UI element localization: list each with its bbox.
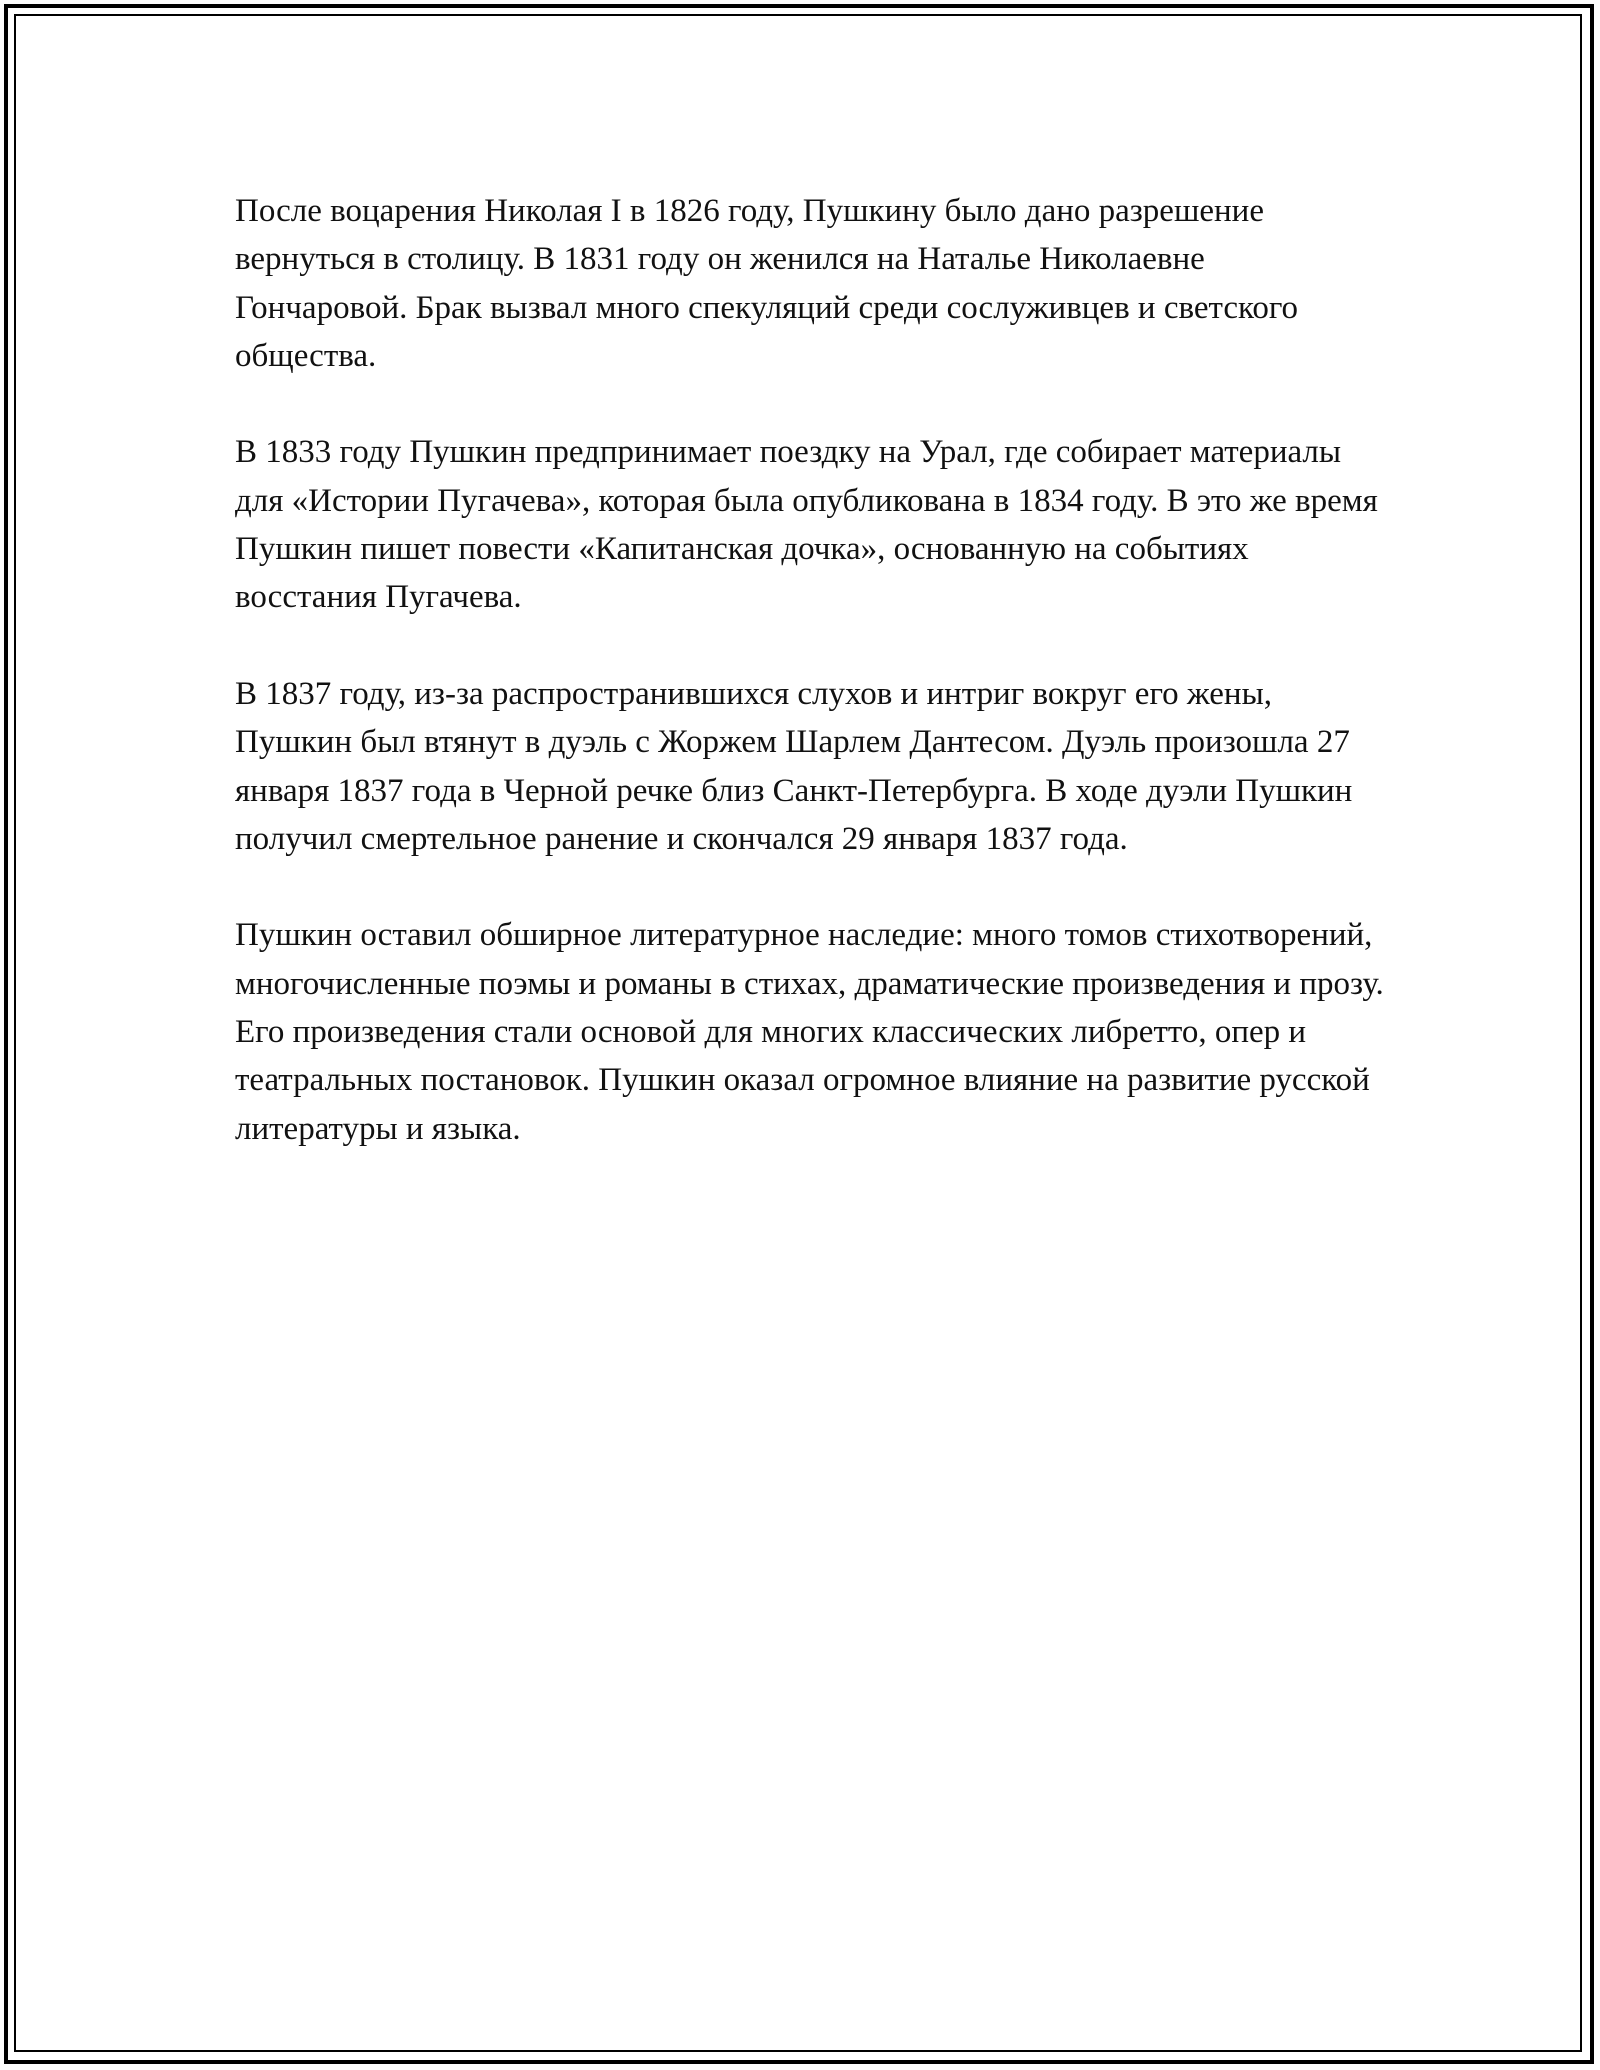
document-body	[235, 187, 1385, 1201]
paragraph-ural-trip: В 1833 году Пушкин предпринимает поездку на Урал, где собирает материалы для «Истории Пугачева», которая была опубликована в 1834 году. В это же время Пушкин пишет повести «Капитанская дочка», основанную на событиях восстания Пугачева.	[235, 434, 1378, 616]
paragraph-duel: В 1837 году, из-за распространившихся слухов и интриг вокруг его жены, Пушкин был втянут в дуэль с Жоржем Шарлем Дантесом. Дуэль произошла 27 января 1837 года в Черной речке близ Санкт-Петербурга. В ходе дуэли Пушкин получил смертельное ранение и скончался 29 января 1837 года.	[235, 675, 1353, 857]
paragraph-legacy: Пушкин оставил обширное литературное наследие: много томов стихотворений, многочисленные поэмы и романы в стихах, драматические произведения и прозу. Его произведения стали основой для многих классических либретто, опер и театральных постановок. Пушкин оказал огромное влияние на развитие русской литературы и языка.	[235, 917, 1384, 1147]
paragraph-return-to-capital: После воцарения Николая I в 1826 году, Пушкину было дано разрешение вернуться в столицу. В 1831 году он женился на Наталье Николаевне Гончаровой. Брак вызвал много спекуляций среди сослуживцев и светского общества.	[235, 193, 1299, 374]
